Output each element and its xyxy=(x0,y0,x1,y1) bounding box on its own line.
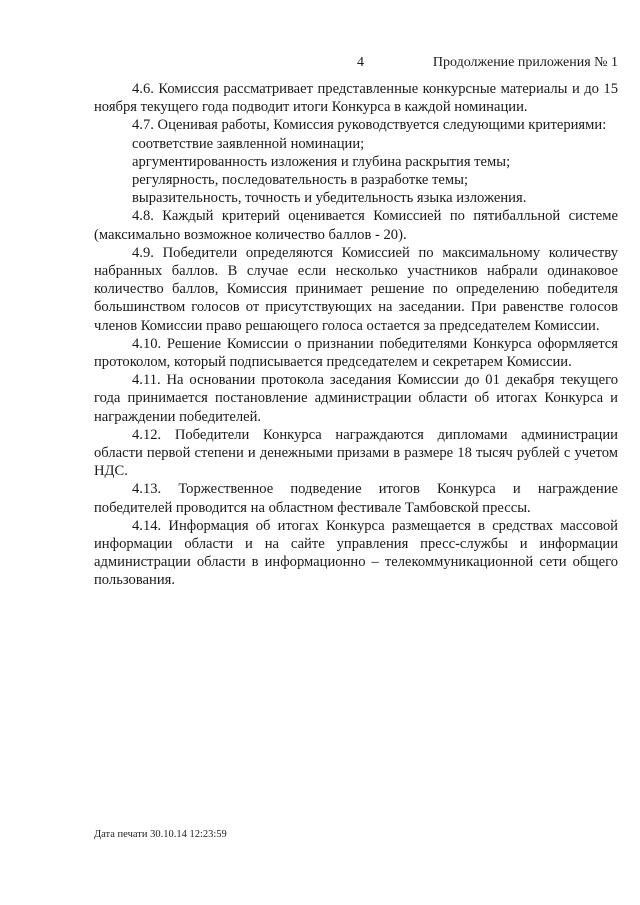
page-header xyxy=(0,55,640,75)
page-number: 4 xyxy=(357,55,364,70)
paragraph-4-7: 4.7. Оценивая работы, Комиссия руководствуется следующими критериями: xyxy=(132,117,607,134)
paragraph-4-13: 4.13. Торжественное подведение итогов Конкурса и награждение победителей проводится на областном фестивале Тамбовской прессы. xyxy=(94,481,618,516)
criteria-item: выразительность, точность и убедительность языка изложения. xyxy=(132,190,527,207)
paragraph-4-12: 4.12. Победители Конкурса награждаются дипломами администрации области первой степени и денежными призами в размере 18 тысяч рублей с учетом НДС. xyxy=(94,426,618,480)
paragraph-4-6: 4.6. Комиссия рассматривает представленные конкурсные материалы и до 15 ноября текущего года подводит итоги Конкурса в каждой номинации. xyxy=(94,81,618,116)
criteria-item: аргументированность изложения и глубина раскрытия темы; xyxy=(132,153,511,170)
paragraph-4-8: 4.8. Каждый критерий оценивается Комиссией по пятибалльной системе (максимально возможное количество баллов - 20). xyxy=(94,208,618,243)
criteria-item: регулярность, последовательность в разработке темы; xyxy=(132,172,469,189)
paragraph-4-9: 4.9. Победители определяются Комиссией по максимальному количеству набранных баллов. В случае если несколько участников набрали одинаковое количество баллов, Комиссия принимает решение по определению победителя большинством голосов от присутствующих на заседании. При равенстве голосов членов Комиссии право решающего голоса остается за председателем Комиссии. xyxy=(94,244,618,334)
paragraph-4-14: 4.14. Информация об итогах Конкурса размещается в средствах массовой информации области и на сайте управления пресс-службы и информации администрации области в информационно – телекоммуникационной сети общего пользования. xyxy=(94,517,618,589)
paragraph-4-11: 4.11. На основании протокола заседания Комиссии до 01 декабря текущего года принимается постановление администрации области об итогах Конкурса и награждении победителей. xyxy=(94,372,618,425)
criteria-item: соответствие заявленной номинации; xyxy=(132,135,365,152)
appendix-continuation-label: Продолжение приложения № 1 xyxy=(432,55,618,70)
print-date: Дата печати 30.10.14 12:23:59 xyxy=(94,829,227,840)
paragraph-4-10: 4.10. Решение Комиссии о признании победителями Конкурса оформляется протоколом, который подписывается председателем и секретарем Комиссии. xyxy=(94,335,618,371)
criteria-list xyxy=(94,135,618,208)
document-body xyxy=(94,80,618,590)
